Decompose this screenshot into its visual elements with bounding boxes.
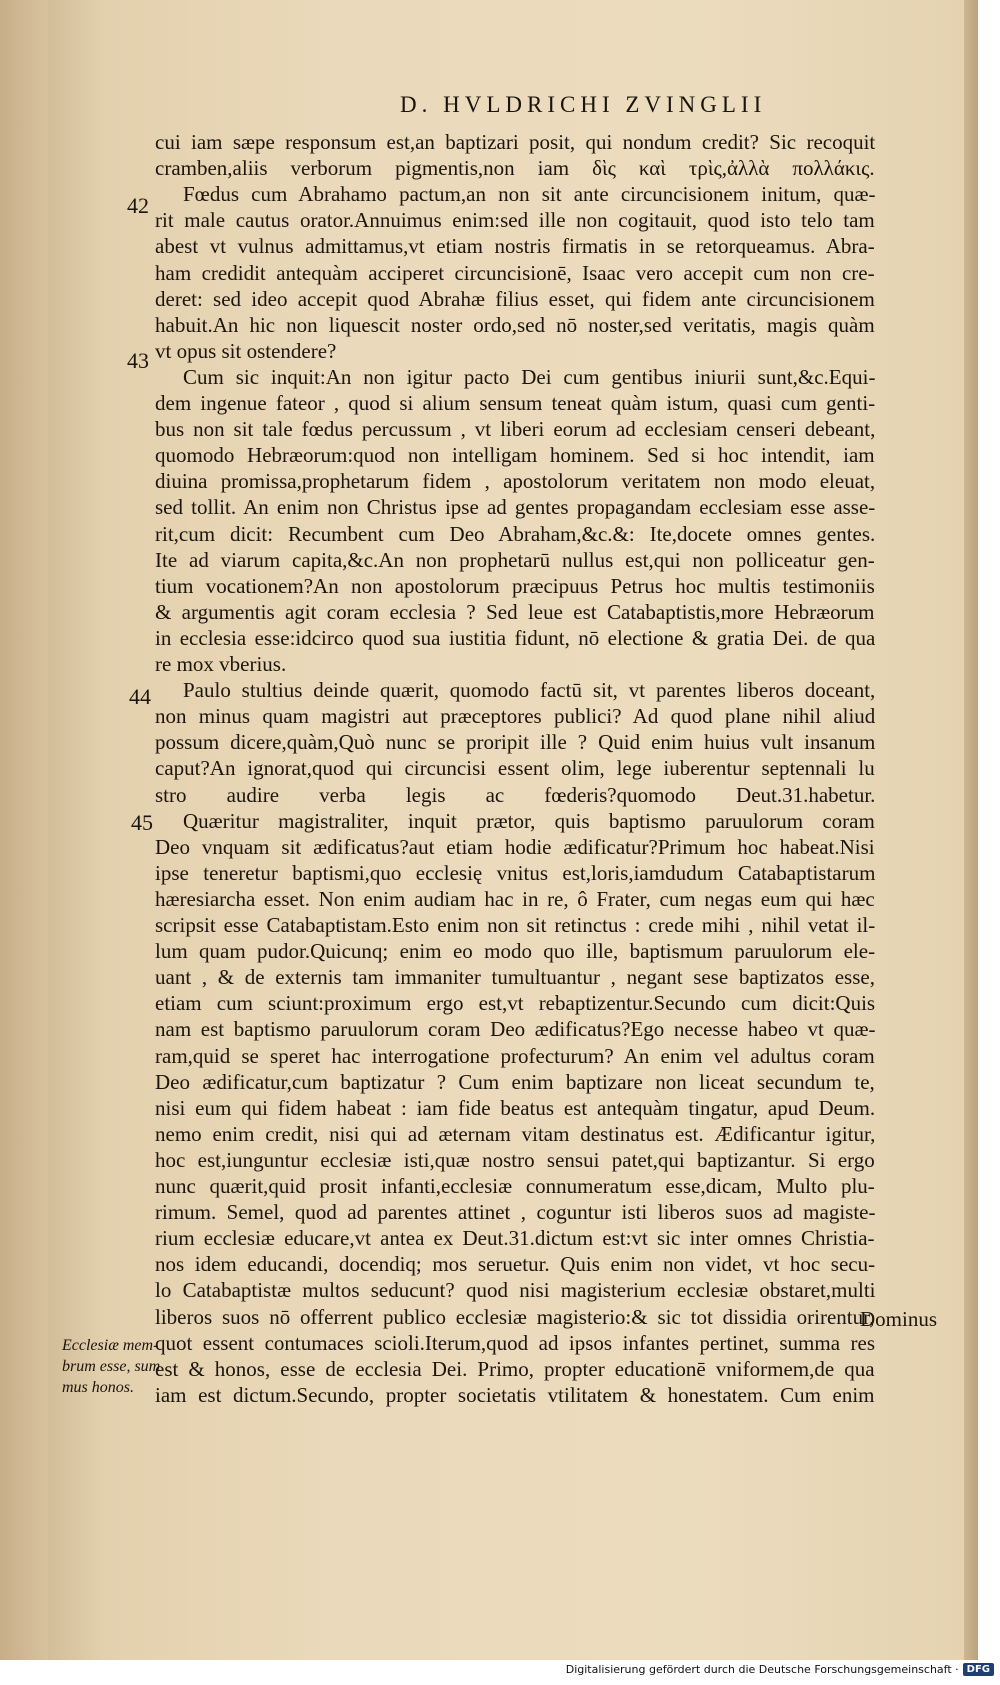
digitization-footer [566, 1663, 994, 1676]
running-head: D. HVLDRICHI ZVINGLII [400, 92, 767, 117]
text-line: stro audire verba legis ac fœderis?quomodo Deut.31.habetur. [155, 783, 876, 807]
paragraph-number: 45 [131, 810, 153, 835]
text-line: vt opus sit ostendere? [155, 339, 337, 363]
text-line: re mox vberius. [155, 652, 287, 676]
text-line: Quæritur magistraliter, inquit prætor, quis baptismo paruulorum coram [183, 809, 875, 833]
margin-note-line: mus honos. [62, 1379, 135, 1396]
text-line: & argumentis agit coram ecclesia ? Sed leue est Catabaptistis,more Hebræorum [155, 600, 875, 624]
text-line: diuina promissa,prophetarum fidem , apostolorum veritatem non modo eleuat, [155, 469, 876, 493]
paragraph-number: 43 [127, 348, 149, 373]
text-line: nos idem educandi, docendiq; mos seruetur. Quis enim non videt, vt hoc secu- [155, 1252, 876, 1276]
text-line: est & honos, esse de ecclesia Dei. Primo, propter educationē vniformem,de qua [155, 1357, 875, 1381]
margin-note-line: brum esse, sum [62, 1358, 161, 1375]
text-line: liberos suos nō offerrent publico ecclesiæ magisterio:& sic tot dissidia orirentur, [155, 1305, 875, 1329]
text-line: Cum sic inquit:An non igitur pacto Dei cum gentibus iniurii sunt,&c.Equi- [183, 365, 876, 389]
text-line: scripsit esse Catabaptistam.Esto enim non sit retinctus : crede mihi , nihil vetat il- [155, 913, 876, 937]
paragraph-number: 44 [129, 684, 151, 709]
footer-text: Digitalisierung gefördert durch die Deutsche Forschungsgemeinschaft · [565, 1663, 959, 1676]
text-line: bus non sit tale fœdus percussum , vt liberi eorum ad ecclesiam censeri debeant, [155, 417, 876, 441]
text-line: caput?An ignorat,quod qui circuncisi essent olim, lege iuberentur septennali lu [155, 756, 875, 780]
text-line: quomodo Hebræorum:quod non intelligam hominem. Sed si hoc intendit, iam [155, 443, 875, 467]
text-line: habuit.An hic non liquescit noster ordo,sed nō noster,sed veritatis, magis quàm [155, 313, 875, 337]
paragraph-number: 42 [127, 193, 149, 218]
text-line: Fœdus cum Abrahamo pactum,an non sit ante circuncisionem initum, quæ- [183, 182, 876, 206]
text-line: nemo enim credit, nisi qui ad æternam vitam destinatus est. Ædificantur igitur, [155, 1122, 876, 1146]
text-line: lum quam pudor.Quicunq; enim eo modo quo ille, baptismum paruulorum ele- [155, 939, 876, 963]
text-line: cramben,aliis verborum pigmentis,non iam δὶς καὶ τρὶς,ἀλλὰ πολλάκις. [155, 156, 875, 180]
text-line: etiam cum sciunt:proximum ergo est,vt rebaptizentur.Secundo cum dicit:Quis [155, 991, 876, 1015]
text-line: abest vt vulnus admittamus,vt etiam nostris firmatis in se retorqueamus. Abra- [155, 234, 875, 258]
text-line: Paulo stultius deinde quærit, quomodo factū sit, vt parentes liberos doceant, [183, 678, 876, 702]
text-line: tium vocationem?An non apostolorum præcipuus Petrus hoc multis testimoniis [155, 574, 875, 598]
text-line: rit,cum dicit: Recumbent cum Deo Abraham,&c.&: Ite,docete omnes gentes. [155, 522, 876, 546]
text-line: rimum. Semel, quod ad parentes attinet , coguntur isti liberos suos ad magiste- [155, 1200, 876, 1224]
text-line: sed tollit. An enim non Christus ipse ad gentes propagandam ecclesiam esse asse- [155, 495, 876, 519]
text-line: nisi eum qui fidem habeat : iam fide beatus est antequàm tingatur, apud Deum. [155, 1096, 876, 1120]
text-line: Deo vnquam sit ædificatus?aut etiam hodie ædificatur?Primum hoc habeat.Nisi [155, 835, 875, 859]
catchword: Dominus [860, 1307, 938, 1331]
text-line: hoc est,iunguntur ecclesiæ isti,quæ nostro sensui patet,qui baptizantur. Si ergo [155, 1148, 875, 1172]
text-line: non minus quam magistri aut præceptores publici? Ad quod plane nihil aliud [155, 704, 876, 728]
text-line: quot essent contumaces scioli.Iterum,quod ad ipsos infantes pertinet, summa res [155, 1331, 875, 1355]
text-line: uant , & de externis tam immaniter tumultuantur , negant sese baptizatos esse, [155, 965, 875, 989]
text-line: iam est dictum.Secundo, propter societatis vtilitatem & honestatem. Cum enim [155, 1383, 875, 1407]
text-line: nunc quærit,quid prosit infanti,ecclesiæ connumeratum esse,dicam, Multo plu- [155, 1174, 875, 1198]
text-line: rit male cautus orator.Annuimus enim:sed ille non cogitauit, quod isto telo tam [155, 208, 875, 232]
text-line: deret: sed ideo accepit quod Abrahæ filius esset, qui fidem ante circuncisionem [155, 287, 875, 311]
text-line: hæresiarcha esset. Non enim audiam hac in re, ô Frater, cum negas eum qui hæc [155, 887, 875, 911]
text-line: Ite ad viarum capita,&c.An non prophetarū nullus est,qui non polliceatur gen- [155, 548, 875, 572]
binding-gutter [0, 0, 48, 1660]
text-line: rium ecclesiæ educare,vt antea ex Deut.31.dictum est:vt sic inter omnes Christia- [155, 1226, 875, 1250]
dfg-logo-icon: DFG [963, 1663, 994, 1676]
text-line: ipse teneretur baptismi,quo ecclesię vnitus est,loris,iamdudum Catabaptistarum [155, 861, 876, 885]
text-line: possum dicere,quàm,Quò nunc se proripit ille ? Quid enim huius vult insanum [155, 730, 876, 754]
text-line: nam est baptismo paruulorum coram Deo ædificatus?Ego necesse habeo vt quæ- [155, 1017, 876, 1041]
page-edge [964, 0, 978, 1660]
margin-note-line: Ecclesiæ mem- [62, 1337, 159, 1354]
text-line: dem ingenue fateor , quod si alium sensum teneat quàm istum, quasi cum genti- [155, 391, 876, 415]
text-line: ram,quid se speret hac interrogatione profecturum? An enim vel adultus coram [155, 1044, 875, 1068]
text-line: cui iam sæpe responsum est,an baptizari posit, qui nondum credit? Sic recoquit [155, 130, 876, 154]
text-line: ham credidit antequàm acciperet circuncisionē, Isaac vero accepit cum non cre- [155, 261, 875, 285]
text-line: Deo ædificatur,cum baptizatur ? Cum enim baptizare non liceat secundum te, [155, 1070, 875, 1094]
text-line: lo Catabaptistæ multos seducunt? quod nisi magisterium ecclesiæ obstaret,multi [155, 1278, 876, 1302]
text-line: in ecclesia esse:idcirco quod sua iustitia fidunt, nō electione & gratia Dei. de qua [155, 626, 876, 650]
